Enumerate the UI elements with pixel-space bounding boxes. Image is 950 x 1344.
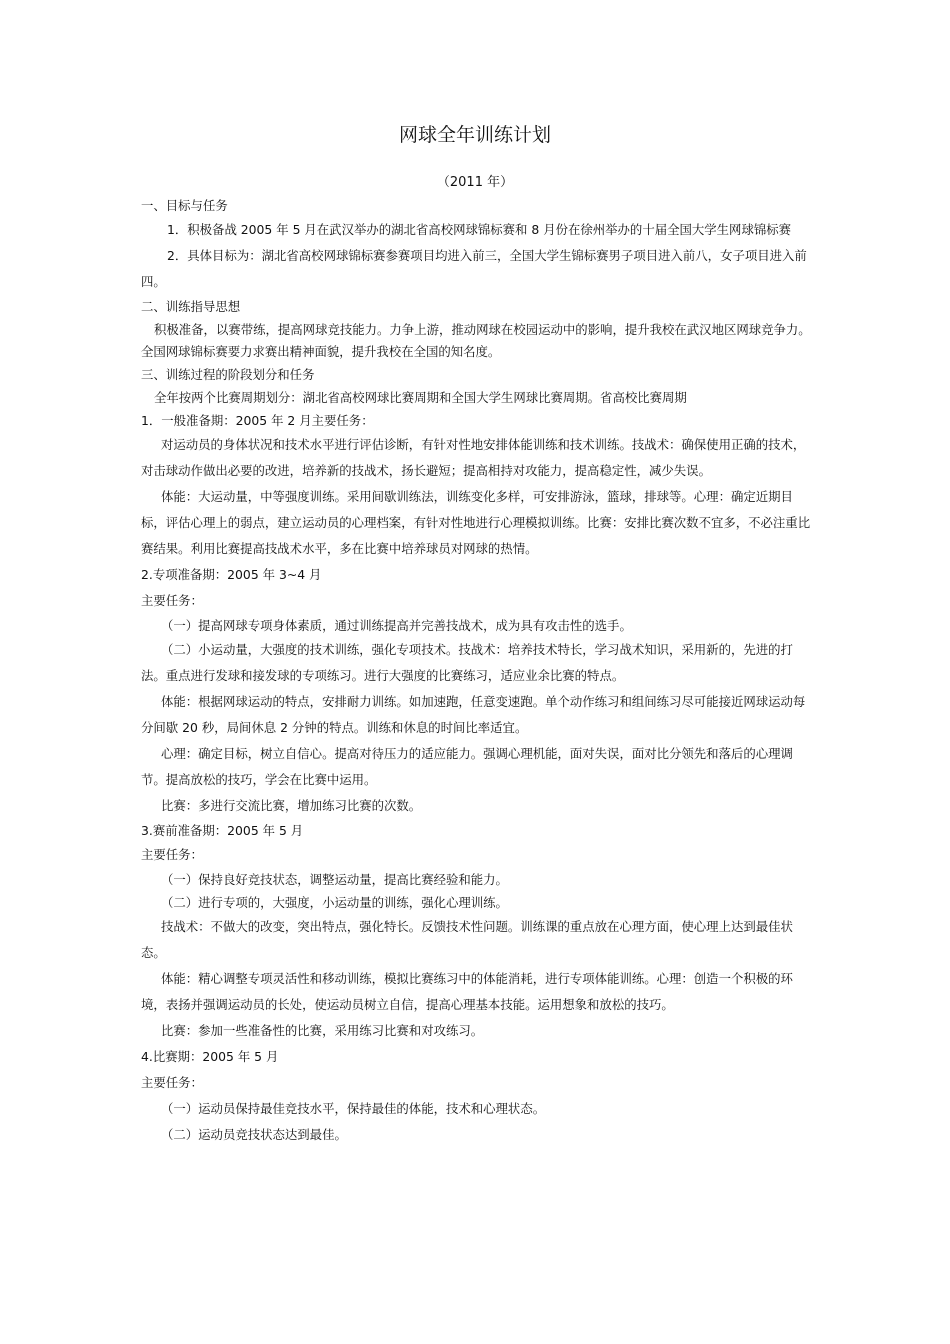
phase-heading: 3.赛前准备期：2005 年 5 月 bbox=[141, 823, 304, 838]
paragraph: 心理：确定目标，树立自信心。提高对待压力的适应能力。强调心理机能，面对失误，面对比分领先和落后的心理调节。提高放松的技巧，学会在比赛中运用。 bbox=[141, 746, 793, 787]
paragraph: 比赛：参加一些准备性的比赛，采用练习比赛和对攻练习。 bbox=[161, 1023, 484, 1038]
paragraph: 积极准备，以赛带练，提高网球竞技能力。力争上游，推动网球在校园运动中的影响，提升我校在武汉地区网球竞争力。全国网球锦标赛要力求赛出精神面貌，提升我校在全国的知名度。 bbox=[141, 322, 811, 359]
paragraph: （一）提高网球专项身体素质，通过训练提高并完善技战术，成为具有攻击性的选手。 bbox=[161, 618, 632, 633]
section-heading: 三、训练过程的阶段划分和任务 bbox=[141, 367, 315, 382]
phase-heading: 2.专项准备期：2005 年 3~4 月 bbox=[141, 567, 322, 582]
paragraph: 技战术：不做大的改变，突出特点，强化特长。反馈技术性问题。训练课的重点放在心理方面，使心理上达到最佳状态。 bbox=[141, 919, 793, 960]
phase-heading: 1．一般准备期：2005 年 2 月主要任务： bbox=[141, 413, 374, 428]
phase-heading: 4.比赛期：2005 年 5 月 bbox=[141, 1049, 279, 1064]
paragraph: （二）运动员竞技状态达到最佳。 bbox=[161, 1127, 347, 1142]
document-subtitle: （2011 年） bbox=[436, 175, 514, 190]
paragraph: 比赛：多进行交流比赛，增加练习比赛的次数。 bbox=[161, 798, 422, 813]
paragraph: （一）运动员保持最佳竞技水平，保持最佳的体能，技术和心理状态。 bbox=[161, 1101, 546, 1116]
document-body bbox=[141, 194, 811, 1148]
paragraph: 体能：精心调整专项灵活性和移动训练，模拟比赛练习中的体能消耗，进行专项体能训练。心理：创造一个积极的环境，表扬并强调运动员的长处，使运动员树立自信，提高心理基本技能。运用想象和放松的技巧。 bbox=[141, 971, 793, 1012]
paragraph: （一）保持良好竞技状态，调整运动量，提高比赛经验和能力。 bbox=[161, 872, 508, 887]
paragraph: 1．积极备战 2005 年 5 月在武汉举办的湖北省高校网球锦标赛和 8 月份在徐州举办的十届全国大学生网球锦标赛 bbox=[167, 222, 792, 237]
section-heading: 二、训练指导思想 bbox=[141, 299, 241, 314]
paragraph: 主要任务： bbox=[141, 1075, 203, 1090]
paragraph: （二）进行专项的，大强度，小运动量的训练，强化心理训练。 bbox=[161, 895, 508, 910]
section-heading: 一、目标与任务 bbox=[141, 198, 228, 213]
paragraph: 对运动员的身体状况和技术水平进行评估诊断，有针对性地安排体能训练和技术训练。技战术：确保使用正确的技术，对击球动作做出必要的改进，培养新的技战术，扬长避短；提高相持对攻能力，提高稳定性，减少失误。 bbox=[141, 437, 806, 478]
paragraph: 全年按两个比赛周期划分：湖北省高校网球比赛周期和全国大学生网球比赛周期。省高校比赛周期 bbox=[154, 390, 687, 405]
paragraph: （二）小运动量，大强度的技术训练，强化专项技术。技战术：培养技术特长，学习战术知识，采用新的，先进的打法。重点进行发球和接发球的专项练习。进行大强度的比赛练习，适应业余比赛的特点。 bbox=[141, 642, 793, 683]
paragraph: 2．具体目标为：湖北省高校网球锦标赛参赛项目均进入前三，全国大学生锦标赛男子项目进入前八，女子项目进入前四。 bbox=[141, 248, 807, 289]
document-title: 网球全年训练计划 bbox=[398, 124, 551, 146]
paragraph: 体能：根据网球运动的特点，安排耐力训练。如加速跑，任意变速跑。单个动作练习和组间练习尽可能接近网球运动每分间歇 20 秒，局间休息 2 分钟的特点。训练和休息的时间比率适宜。 bbox=[141, 694, 806, 735]
paragraph: 主要任务： bbox=[141, 847, 203, 862]
paragraph: 主要任务： bbox=[141, 593, 203, 608]
paragraph: 体能：大运动量，中等强度训练。采用间歇训练法，训练变化多样，可安排游泳，篮球，排球等。心理：确定近期目标，评估心理上的弱点，建立运动员的心理档案，有针对性地进行心理模拟训练。比赛：安排比赛次数不宜多，不必注重比赛结果。利用比赛提高技战术水平，多在比赛中培养球员对网球的热情。 bbox=[141, 489, 811, 556]
